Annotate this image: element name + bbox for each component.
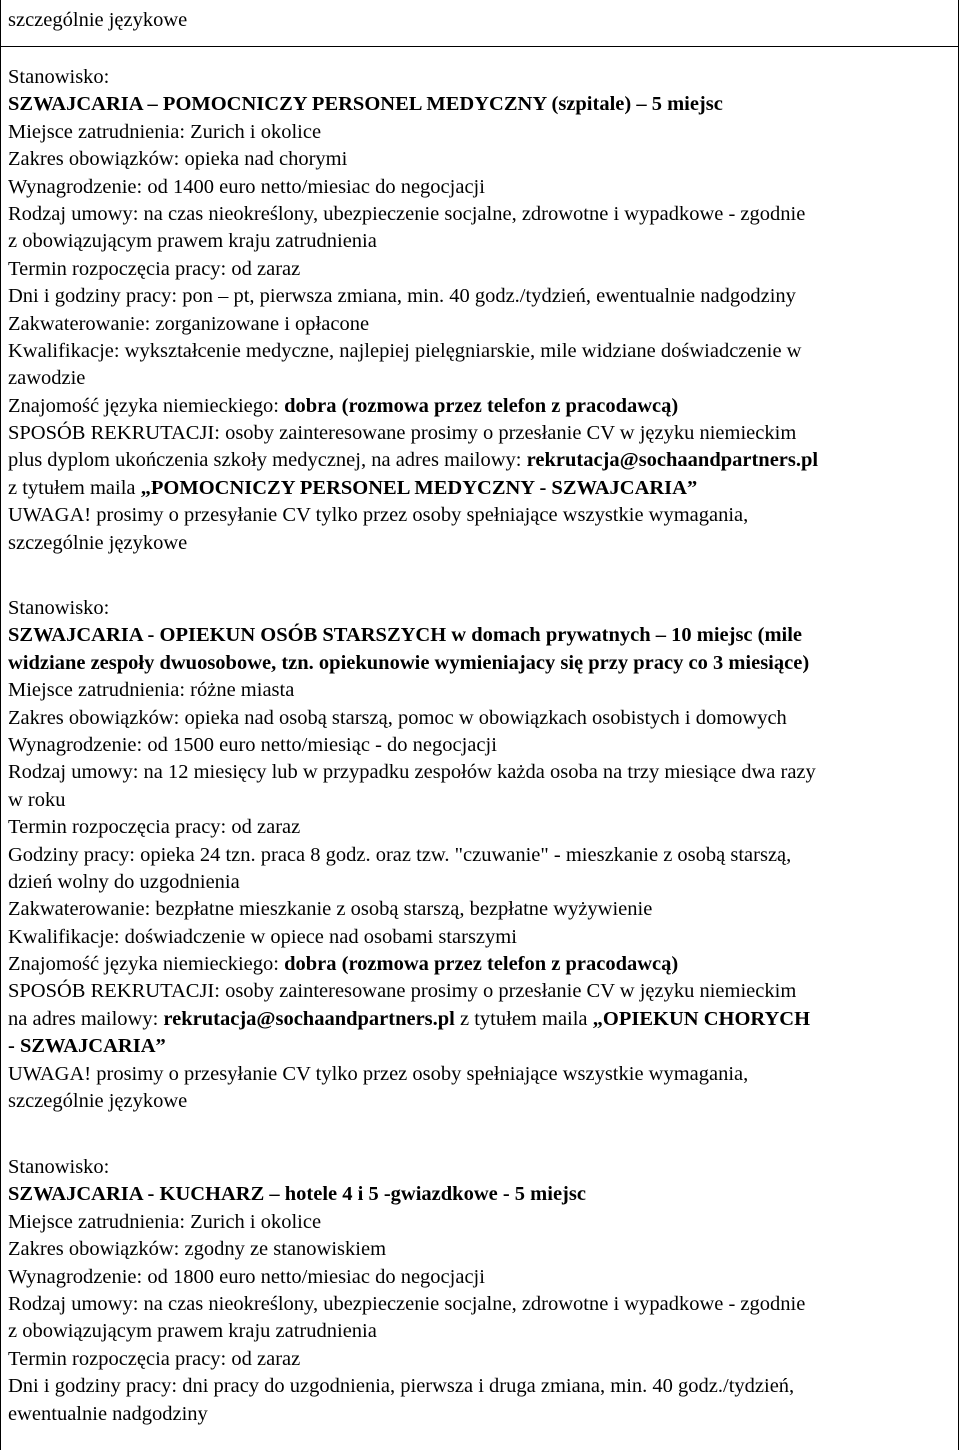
offer-duties: Zakres obowiązków: zgodny ze stanowiskiem (8, 1238, 387, 1261)
job-offer-elderly-caregiver (8, 595, 948, 1115)
position-label: Stanowisko: (8, 66, 110, 88)
offer-contract: Rodzaj umowy: na czas nieokreślony, ubezpieczenie socjalne, zdrowotne i wypadkowe - zgodnie (8, 1292, 806, 1315)
offer-contract-cont: z obowiązującym prawem kraju zatrudnienia (8, 230, 377, 253)
offer-start: Termin rozpoczęcia pracy: od zaraz (8, 816, 301, 839)
offer-hours: Dni i godziny pracy: pon – pt, pierwsza zmiana, min. 40 godz./tydzień, ewentualnie nadgodziny (8, 285, 796, 308)
offer-qualifications: Kwalifikacje: doświadczenie w opiece nad osobami starszymi (8, 925, 517, 948)
email-address: rekrutacja@sochaandpartners.pl (526, 449, 819, 472)
offer-contract: Rodzaj umowy: na 12 miesięcy lub w przypadku zespołów każda osoba na trzy miesiące dwa razy (8, 761, 816, 784)
offer-location: Miejsce zatrudnienia: różne miasta (8, 679, 295, 702)
offer-title: SZWAJCARIA - OPIEKUN OSÓB STARSZYCH w domach prywatnych – 10 miejsc (mile (8, 624, 803, 647)
offer-location: Miejsce zatrudnienia: Zurich i okolice (8, 1210, 322, 1233)
offer-contract-cont: z obowiązującym prawem kraju zatrudnienia (8, 1320, 377, 1343)
offer-recruitment: SPOSÓB REKRUTACJI: osoby zainteresowane prosimy o przesłanie CV w języku niemieckim (8, 422, 797, 445)
offer-title: SZWAJCARIA - KUCHARZ – hotele 4 i 5 -gwiazdkowe - 5 miejsc (8, 1183, 586, 1206)
offer-qualifications-cont: zawodzie (8, 367, 86, 390)
offer-hours-cont: dzień wolny do uzgodnienia (8, 870, 240, 893)
offer-start: Termin rozpoczęcia pracy: od zaraz (8, 257, 301, 280)
job-offer-medical-staff (8, 64, 948, 557)
offer-german-requirement: Znajomość języka niemieckiego: dobra (rozmowa przez telefon z pracodawcą) (8, 953, 679, 976)
table-border-left (0, 0, 1, 1450)
previous-offer-closing: szczególnie językowe (8, 9, 188, 31)
job-offer-cook (8, 1154, 948, 1428)
offer-title: SZWAJCARIA – POMOCNICZY PERSONEL MEDYCZNY (szpitale) – 5 miejsc (8, 93, 723, 116)
offer-contract-cont: w roku (8, 788, 66, 811)
offer-hours: Dni i godziny pracy: dni pracy do uzgodnienia, pierwsza i druga zmiana, min. 40 godz./tydzień, (8, 1375, 795, 1398)
offer-german-requirement: Znajomość języka niemieckiego: dobra (rozmowa przez telefon z pracodawcą) (8, 394, 679, 417)
offer-warning-cont: szczególnie językowe (8, 531, 188, 554)
offer-recruitment: SPOSÓB REKRUTACJI: osoby zainteresowane prosimy o przesłanie CV w języku niemieckim (8, 980, 797, 1003)
offer-accommodation: Zakwaterowanie: zorganizowane i opłacone (8, 312, 370, 335)
offer-hours-cont: ewentualnie nadgodziny (8, 1402, 208, 1425)
offer-recruitment-cont: plus dyplom ukończenia szkoły medycznej, na adres mailowy: rekrutacja@sochaandpartners.pl (8, 449, 819, 472)
offer-accommodation: Zakwaterowanie: bezpłatne mieszkanie z osobą starszą, bezpłatne wyżywienie (8, 898, 653, 921)
table-border-right (958, 0, 959, 1450)
position-label: Stanowisko: (8, 597, 110, 619)
offer-salary: Wynagrodzenie: od 1400 euro netto/miesiac do negocjacji (8, 175, 485, 198)
offer-salary: Wynagrodzenie: od 1500 euro netto/miesiąc - do negocjacji (8, 733, 497, 756)
offer-recruitment-cont: na adres mailowy: rekrutacja@sochaandpartners.pl z tytułem maila „OPIEKUN CHORYCH (8, 1007, 811, 1030)
offer-email-subject: z tytułem maila „POMOCNICZY PERSONEL MEDYCZNY - SZWAJCARIA” (8, 476, 698, 499)
offer-title-cont: widziane zespoły dwuosobowe, tzn. opiekunowie wymieniajacy się przy pracy co 3 miesiące) (8, 651, 810, 674)
email-address: rekrutacja@sochaandpartners.pl (163, 1007, 455, 1030)
offer-salary: Wynagrodzenie: od 1800 euro netto/miesiac do negocjacji (8, 1265, 485, 1288)
offer-email-subject-cont: - SZWAJCARIA” (8, 1035, 166, 1058)
offer-start: Termin rozpoczęcia pracy: od zaraz (8, 1347, 301, 1370)
offer-contract: Rodzaj umowy: na czas nieokreślony, ubezpieczenie socjalne, zdrowotne i wypadkowe - zgodnie (8, 202, 806, 225)
offer-duties: Zakres obowiązków: opieka nad osobą starszą, pomoc w obowiązkach osobistych i domowych (8, 706, 787, 729)
offer-location: Miejsce zatrudnienia: Zurich i okolice (8, 120, 322, 143)
position-label: Stanowisko: (8, 1156, 110, 1178)
offer-warning-cont: szczególnie językowe (8, 1090, 188, 1113)
offer-duties: Zakres obowiązków: opieka nad chorymi (8, 148, 348, 171)
offer-warning: UWAGA! prosimy o przesyłanie CV tylko przez osoby spełniające wszystkie wymagania, (8, 504, 749, 527)
previous-offer-tail (8, 7, 948, 34)
offer-hours: Godziny pracy: opieka 24 tzn. praca 8 godz. oraz tzw. "czuwanie" - mieszkanie z osobą starszą, (8, 843, 792, 866)
table-row-divider (0, 46, 959, 47)
offer-warning: UWAGA! prosimy o przesyłanie CV tylko przez osoby spełniające wszystkie wymagania, (8, 1062, 749, 1085)
offer-qualifications: Kwalifikacje: wykształcenie medyczne, najlepiej pielęgniarskie, mile widziane doświadczenie w (8, 339, 802, 362)
